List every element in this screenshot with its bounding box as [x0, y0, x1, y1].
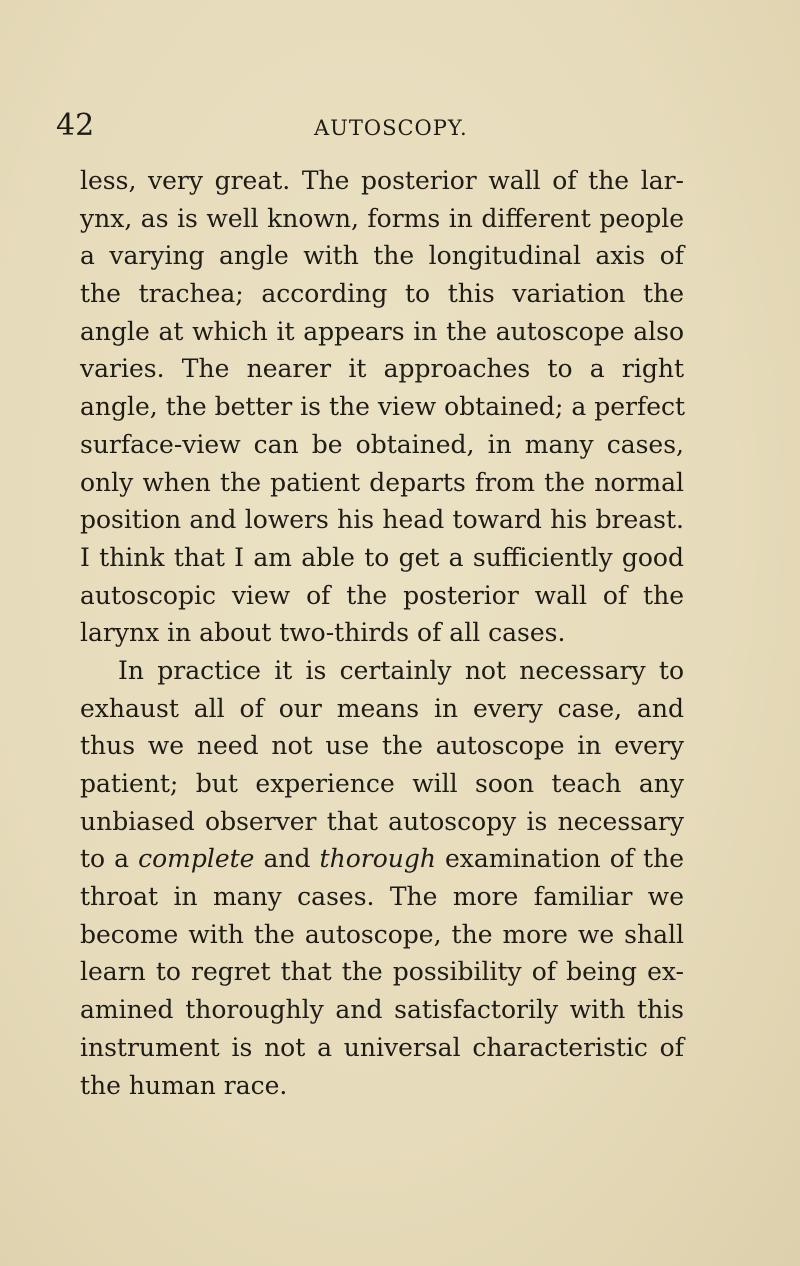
text-line: patient; but experience will soon teach any [80, 769, 684, 798]
text-line-with-italics [80, 840, 684, 878]
text-line: instrument is not a universal characteristic of [80, 1032, 684, 1062]
text-line: exhaust all of our means in every case, and [80, 693, 684, 723]
text-line: become with the autoscope, the more we shall [80, 919, 684, 949]
paragraph-2 [80, 652, 684, 1104]
body-text [80, 162, 684, 1104]
text-line: I think that I am able to get a sufficiently good [80, 542, 684, 572]
page-number: 42 [56, 108, 95, 143]
text-line: only when the patient departs from the normal [80, 467, 684, 497]
text-line: angle at which it appears in the autoscope also [80, 316, 684, 346]
text-line: position and lowers his head toward his breast. [80, 505, 684, 535]
text-line: less, very great. The posterior wall of the lar- [80, 166, 684, 195]
text-run: examination of the [435, 844, 684, 874]
text-line: throat in many cases. The more familiar we [80, 882, 684, 912]
italic-word-complete: complete [138, 844, 255, 874]
text-line: amined thoroughly and satisfactorily with this [80, 995, 684, 1025]
text-line: unbiased observer that autoscopy is necessary [80, 806, 684, 836]
text-line: autoscopic view of the posterior wall of the [80, 580, 684, 610]
text-line: varies. The nearer it approaches to a right [80, 354, 684, 384]
text-line: a varying angle with the longitudinal axis of [80, 241, 684, 271]
text-line: angle, the better is the view obtained; a perfect [80, 392, 686, 422]
text-line: learn to regret that the possibility of being ex- [80, 957, 684, 987]
text-run: and [254, 844, 320, 874]
text-line: surface-view can be obtained, in many cases, [80, 429, 684, 459]
text-line: In practice it is certainly not necessary to [118, 655, 684, 685]
text-line: larynx in about two-thirds of all cases. [80, 618, 566, 648]
running-title: AUTOSCOPY. [314, 116, 468, 140]
text-line: the human race. [80, 1070, 288, 1100]
text-line: ynx, as is well known, forms in different people [80, 203, 684, 233]
text-line: thus we need not use the autoscope in every [80, 731, 684, 761]
paragraph-1 [80, 162, 684, 652]
text-run: to a [80, 844, 139, 874]
text-line: the trachea; according to this variation the [80, 279, 684, 309]
page-header [0, 108, 800, 144]
italic-word-thorough: thorough [319, 844, 436, 874]
